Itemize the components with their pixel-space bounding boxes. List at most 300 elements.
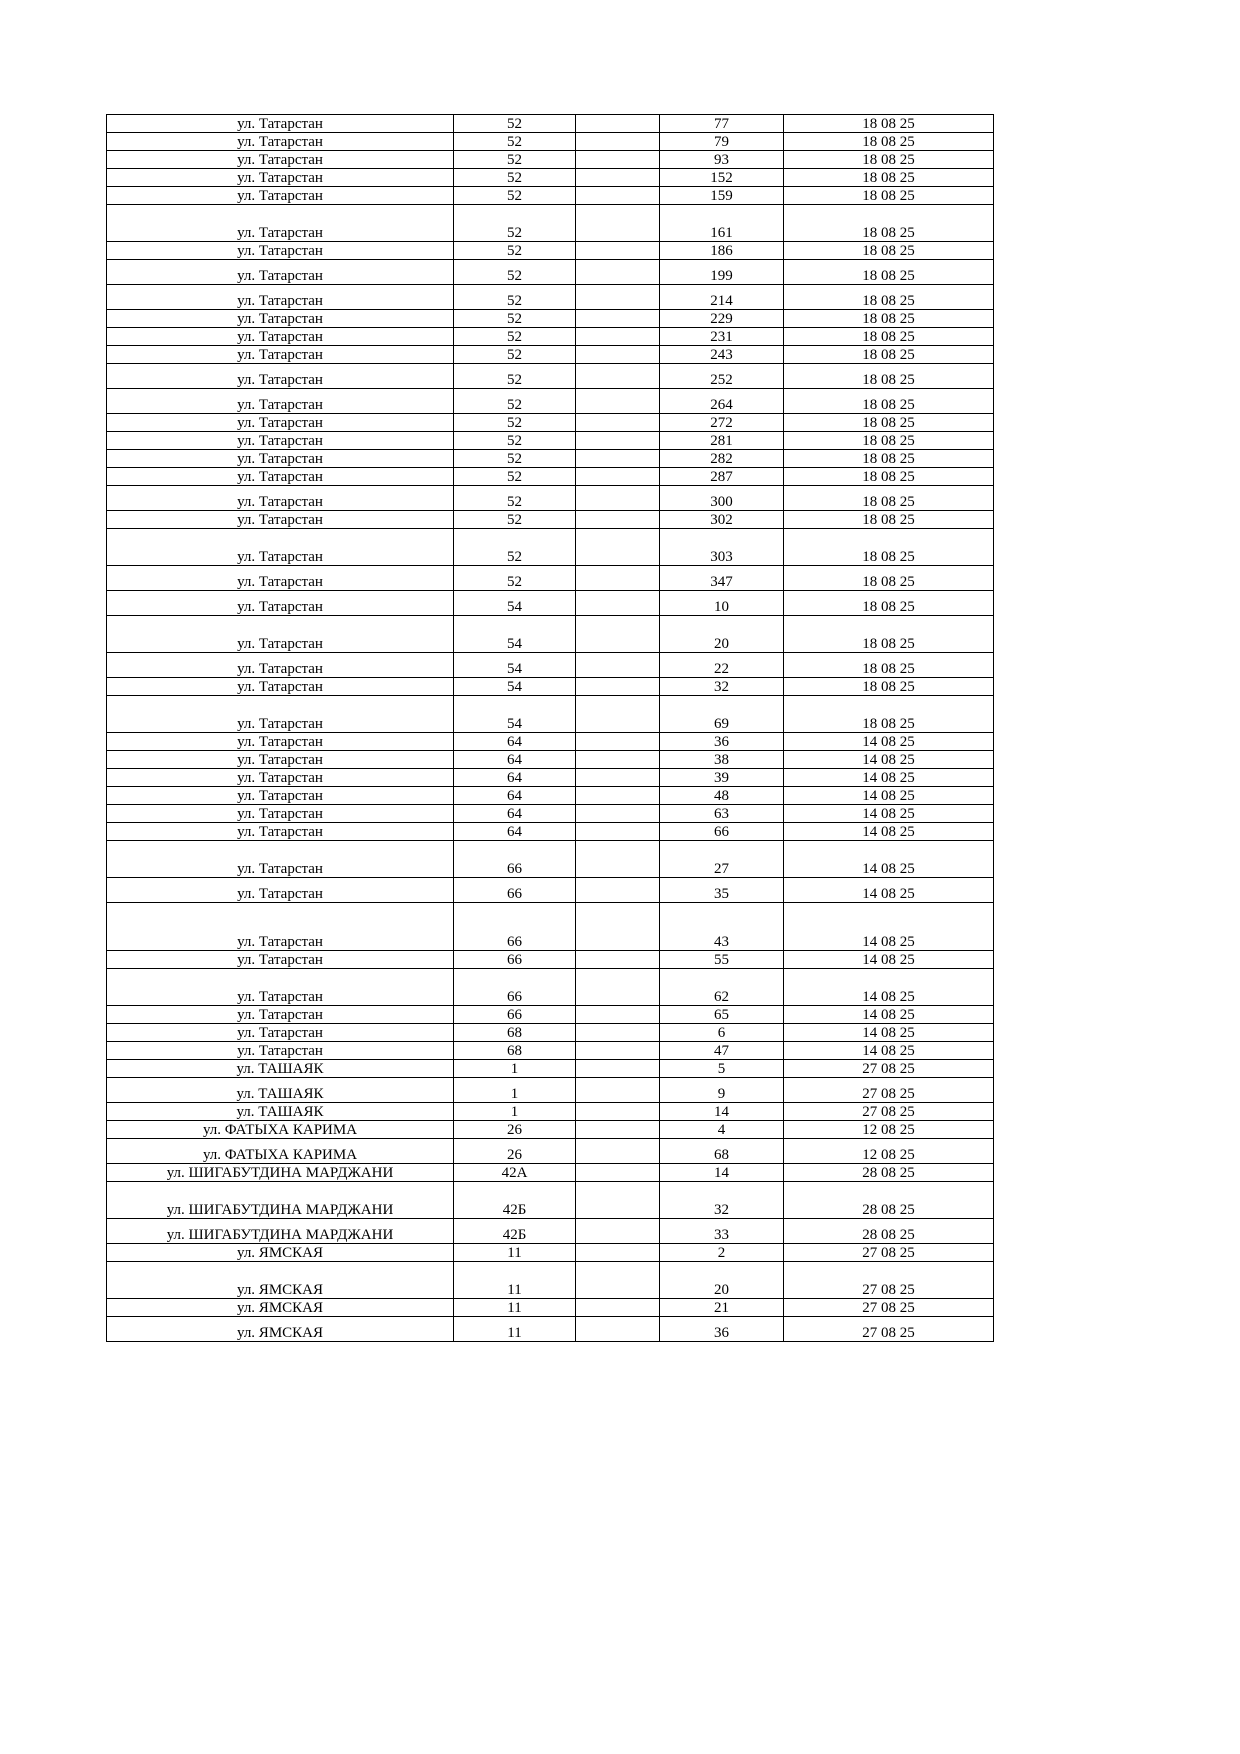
date-cell: 14 08 25: [784, 733, 994, 751]
apartment-number-cell: 20: [660, 1262, 784, 1299]
apartment-number-cell: 14: [660, 1164, 784, 1182]
table-row: [107, 903, 994, 951]
empty-cell: [576, 414, 660, 432]
empty-cell: [576, 1042, 660, 1060]
house-number-cell: 52: [454, 242, 576, 260]
table-row: [107, 733, 994, 751]
table-row: [107, 260, 994, 285]
street-cell: ул. Татарстан: [107, 151, 454, 169]
apartment-number-cell: 287: [660, 468, 784, 486]
street-cell: ул. Татарстан: [107, 1042, 454, 1060]
empty-cell: [576, 1262, 660, 1299]
date-cell: 14 08 25: [784, 769, 994, 787]
apartment-number-cell: 21: [660, 1299, 784, 1317]
date-cell: 18 08 25: [784, 511, 994, 529]
apartment-number-cell: 347: [660, 566, 784, 591]
table-body: [107, 115, 994, 1342]
date-cell: 14 08 25: [784, 751, 994, 769]
street-cell: ул. Татарстан: [107, 364, 454, 389]
house-number-cell: 52: [454, 151, 576, 169]
street-cell: ул. ЯМСКАЯ: [107, 1299, 454, 1317]
table-row: [107, 1262, 994, 1299]
date-cell: 27 08 25: [784, 1317, 994, 1342]
house-number-cell: 52: [454, 389, 576, 414]
empty-cell: [576, 328, 660, 346]
house-number-cell: 64: [454, 787, 576, 805]
empty-cell: [576, 616, 660, 653]
date-cell: 14 08 25: [784, 903, 994, 951]
street-cell: ул. Татарстан: [107, 1006, 454, 1024]
house-number-cell: 52: [454, 346, 576, 364]
apartment-number-cell: 5: [660, 1060, 784, 1078]
house-number-cell: 52: [454, 529, 576, 566]
table-row: [107, 1182, 994, 1219]
apartment-number-cell: 65: [660, 1006, 784, 1024]
table-row: [107, 787, 994, 805]
date-cell: 28 08 25: [784, 1219, 994, 1244]
house-number-cell: 64: [454, 823, 576, 841]
table-row: [107, 1006, 994, 1024]
house-number-cell: 26: [454, 1139, 576, 1164]
apartment-number-cell: 152: [660, 169, 784, 187]
house-number-cell: 52: [454, 468, 576, 486]
street-cell: ул. ТАШАЯК: [107, 1060, 454, 1078]
house-number-cell: 68: [454, 1042, 576, 1060]
street-cell: ул. Татарстан: [107, 823, 454, 841]
apartment-number-cell: 63: [660, 805, 784, 823]
empty-cell: [576, 310, 660, 328]
apartment-number-cell: 161: [660, 205, 784, 242]
table-row: [107, 511, 994, 529]
empty-cell: [576, 346, 660, 364]
empty-cell: [576, 432, 660, 450]
date-cell: 14 08 25: [784, 805, 994, 823]
date-cell: 18 08 25: [784, 346, 994, 364]
table-row: [107, 328, 994, 346]
date-cell: 14 08 25: [784, 787, 994, 805]
table-row: [107, 805, 994, 823]
street-cell: ул. Татарстан: [107, 328, 454, 346]
date-cell: 12 08 25: [784, 1121, 994, 1139]
table-row: [107, 529, 994, 566]
table-row: [107, 389, 994, 414]
table-row: [107, 1317, 994, 1342]
table-row: [107, 346, 994, 364]
empty-cell: [576, 1299, 660, 1317]
date-cell: 18 08 25: [784, 486, 994, 511]
date-cell: 14 08 25: [784, 841, 994, 878]
empty-cell: [576, 566, 660, 591]
house-number-cell: 1: [454, 1078, 576, 1103]
empty-cell: [576, 696, 660, 733]
house-number-cell: 64: [454, 751, 576, 769]
empty-cell: [576, 364, 660, 389]
street-cell: ул. Татарстан: [107, 468, 454, 486]
table-row: [107, 1164, 994, 1182]
apartment-number-cell: 302: [660, 511, 784, 529]
table-row: [107, 115, 994, 133]
date-cell: 27 08 25: [784, 1262, 994, 1299]
apartment-number-cell: 32: [660, 1182, 784, 1219]
empty-cell: [576, 115, 660, 133]
empty-cell: [576, 285, 660, 310]
date-cell: 18 08 25: [784, 566, 994, 591]
street-cell: ул. ШИГАБУТДИНА МАРДЖАНИ: [107, 1164, 454, 1182]
house-number-cell: 52: [454, 115, 576, 133]
address-table: [106, 114, 994, 1342]
date-cell: 18 08 25: [784, 364, 994, 389]
apartment-number-cell: 6: [660, 1024, 784, 1042]
date-cell: 18 08 25: [784, 468, 994, 486]
date-cell: 27 08 25: [784, 1299, 994, 1317]
house-number-cell: 11: [454, 1299, 576, 1317]
street-cell: ул. Татарстан: [107, 1024, 454, 1042]
apartment-number-cell: 27: [660, 841, 784, 878]
empty-cell: [576, 1244, 660, 1262]
table-row: [107, 1244, 994, 1262]
apartment-number-cell: 66: [660, 823, 784, 841]
house-number-cell: 42Б: [454, 1219, 576, 1244]
apartment-number-cell: 214: [660, 285, 784, 310]
table-row: [107, 1139, 994, 1164]
table-row: [107, 841, 994, 878]
empty-cell: [576, 242, 660, 260]
date-cell: 14 08 25: [784, 823, 994, 841]
apartment-number-cell: 33: [660, 1219, 784, 1244]
empty-cell: [576, 903, 660, 951]
house-number-cell: 11: [454, 1244, 576, 1262]
date-cell: 18 08 25: [784, 678, 994, 696]
apartment-number-cell: 93: [660, 151, 784, 169]
apartment-number-cell: 281: [660, 432, 784, 450]
table-row: [107, 1060, 994, 1078]
date-cell: 18 08 25: [784, 169, 994, 187]
street-cell: ул. ТАШАЯК: [107, 1103, 454, 1121]
house-number-cell: 1: [454, 1103, 576, 1121]
table-row: [107, 878, 994, 903]
street-cell: ул. Татарстан: [107, 787, 454, 805]
house-number-cell: 11: [454, 1262, 576, 1299]
street-cell: ул. Татарстан: [107, 115, 454, 133]
table-row: [107, 751, 994, 769]
date-cell: 18 08 25: [784, 529, 994, 566]
house-number-cell: 52: [454, 285, 576, 310]
apartment-number-cell: 10: [660, 591, 784, 616]
date-cell: 18 08 25: [784, 432, 994, 450]
apartment-number-cell: 9: [660, 1078, 784, 1103]
house-number-cell: 64: [454, 805, 576, 823]
table-row: [107, 591, 994, 616]
table-row: [107, 1078, 994, 1103]
date-cell: 14 08 25: [784, 1024, 994, 1042]
empty-cell: [576, 769, 660, 787]
empty-cell: [576, 1060, 660, 1078]
date-cell: 27 08 25: [784, 1103, 994, 1121]
house-number-cell: 26: [454, 1121, 576, 1139]
apartment-number-cell: 264: [660, 389, 784, 414]
date-cell: 18 08 25: [784, 151, 994, 169]
apartment-number-cell: 303: [660, 529, 784, 566]
date-cell: 18 08 25: [784, 310, 994, 328]
house-number-cell: 52: [454, 414, 576, 432]
empty-cell: [576, 751, 660, 769]
house-number-cell: 64: [454, 733, 576, 751]
date-cell: 14 08 25: [784, 1042, 994, 1060]
table-row: [107, 616, 994, 653]
street-cell: ул. Татарстан: [107, 169, 454, 187]
empty-cell: [576, 733, 660, 751]
house-number-cell: 66: [454, 951, 576, 969]
empty-cell: [576, 653, 660, 678]
street-cell: ул. Татарстан: [107, 678, 454, 696]
house-number-cell: 66: [454, 841, 576, 878]
house-number-cell: 66: [454, 903, 576, 951]
table-row: [107, 1299, 994, 1317]
table-row: [107, 486, 994, 511]
table-row: [107, 769, 994, 787]
date-cell: 18 08 25: [784, 653, 994, 678]
house-number-cell: 42А: [454, 1164, 576, 1182]
date-cell: 18 08 25: [784, 414, 994, 432]
empty-cell: [576, 951, 660, 969]
apartment-number-cell: 38: [660, 751, 784, 769]
empty-cell: [576, 1121, 660, 1139]
empty-cell: [576, 678, 660, 696]
apartment-number-cell: 14: [660, 1103, 784, 1121]
street-cell: ул. Татарстан: [107, 450, 454, 468]
house-number-cell: 54: [454, 616, 576, 653]
street-cell: ул. ФАТЫХА КАРИМА: [107, 1121, 454, 1139]
house-number-cell: 52: [454, 260, 576, 285]
house-number-cell: 1: [454, 1060, 576, 1078]
apartment-number-cell: 4: [660, 1121, 784, 1139]
table-row: [107, 187, 994, 205]
date-cell: 14 08 25: [784, 1006, 994, 1024]
house-number-cell: 52: [454, 205, 576, 242]
table-row: [107, 169, 994, 187]
street-cell: ул. ЯМСКАЯ: [107, 1317, 454, 1342]
street-cell: ул. Татарстан: [107, 511, 454, 529]
date-cell: 18 08 25: [784, 450, 994, 468]
empty-cell: [576, 205, 660, 242]
table-row: [107, 653, 994, 678]
street-cell: ул. Татарстан: [107, 566, 454, 591]
apartment-number-cell: 199: [660, 260, 784, 285]
empty-cell: [576, 878, 660, 903]
house-number-cell: 66: [454, 969, 576, 1006]
table-row: [107, 205, 994, 242]
street-cell: ул. ЯМСКАЯ: [107, 1244, 454, 1262]
street-cell: ул. Татарстан: [107, 133, 454, 151]
street-cell: ул. ШИГАБУТДИНА МАРДЖАНИ: [107, 1219, 454, 1244]
empty-cell: [576, 591, 660, 616]
street-cell: ул. Татарстан: [107, 187, 454, 205]
table-row: [107, 364, 994, 389]
empty-cell: [576, 450, 660, 468]
date-cell: 27 08 25: [784, 1078, 994, 1103]
apartment-number-cell: 229: [660, 310, 784, 328]
date-cell: 18 08 25: [784, 260, 994, 285]
date-cell: 14 08 25: [784, 951, 994, 969]
house-number-cell: 54: [454, 653, 576, 678]
street-cell: ул. Татарстан: [107, 903, 454, 951]
street-cell: ул. Татарстан: [107, 969, 454, 1006]
house-number-cell: 52: [454, 310, 576, 328]
apartment-number-cell: 43: [660, 903, 784, 951]
empty-cell: [576, 969, 660, 1006]
apartment-number-cell: 32: [660, 678, 784, 696]
street-cell: ул. Татарстан: [107, 285, 454, 310]
date-cell: 18 08 25: [784, 591, 994, 616]
street-cell: ул. Татарстан: [107, 242, 454, 260]
table-row: [107, 414, 994, 432]
apartment-number-cell: 55: [660, 951, 784, 969]
date-cell: 28 08 25: [784, 1182, 994, 1219]
apartment-number-cell: 79: [660, 133, 784, 151]
house-number-cell: 52: [454, 364, 576, 389]
table-row: [107, 450, 994, 468]
house-number-cell: 52: [454, 187, 576, 205]
table-row: [107, 310, 994, 328]
table-row: [107, 969, 994, 1006]
empty-cell: [576, 169, 660, 187]
house-number-cell: 52: [454, 432, 576, 450]
empty-cell: [576, 1317, 660, 1342]
street-cell: ул. Татарстан: [107, 841, 454, 878]
house-number-cell: 52: [454, 566, 576, 591]
date-cell: 18 08 25: [784, 242, 994, 260]
street-cell: ул. Татарстан: [107, 751, 454, 769]
date-cell: 18 08 25: [784, 187, 994, 205]
street-cell: ул. ЯМСКАЯ: [107, 1262, 454, 1299]
empty-cell: [576, 187, 660, 205]
street-cell: ул. Татарстан: [107, 205, 454, 242]
apartment-number-cell: 20: [660, 616, 784, 653]
street-cell: ул. Татарстан: [107, 805, 454, 823]
empty-cell: [576, 1024, 660, 1042]
date-cell: 27 08 25: [784, 1244, 994, 1262]
table-row: [107, 1042, 994, 1060]
table-row: [107, 678, 994, 696]
empty-cell: [576, 841, 660, 878]
empty-cell: [576, 787, 660, 805]
table-row: [107, 1121, 994, 1139]
apartment-number-cell: 272: [660, 414, 784, 432]
street-cell: ул. Татарстан: [107, 733, 454, 751]
street-cell: ул. Татарстан: [107, 591, 454, 616]
empty-cell: [576, 389, 660, 414]
house-number-cell: 54: [454, 591, 576, 616]
apartment-number-cell: 48: [660, 787, 784, 805]
table-row: [107, 468, 994, 486]
empty-cell: [576, 1219, 660, 1244]
house-number-cell: 11: [454, 1317, 576, 1342]
empty-cell: [576, 1182, 660, 1219]
apartment-number-cell: 35: [660, 878, 784, 903]
empty-cell: [576, 1139, 660, 1164]
date-cell: 18 08 25: [784, 115, 994, 133]
table-row: [107, 432, 994, 450]
street-cell: ул. Татарстан: [107, 389, 454, 414]
house-number-cell: 42Б: [454, 1182, 576, 1219]
table-row: [107, 1024, 994, 1042]
empty-cell: [576, 486, 660, 511]
empty-cell: [576, 1078, 660, 1103]
apartment-number-cell: 186: [660, 242, 784, 260]
empty-cell: [576, 468, 660, 486]
street-cell: ул. Татарстан: [107, 414, 454, 432]
house-number-cell: 66: [454, 878, 576, 903]
house-number-cell: 54: [454, 696, 576, 733]
apartment-number-cell: 159: [660, 187, 784, 205]
house-number-cell: 64: [454, 769, 576, 787]
street-cell: ул. Татарстан: [107, 769, 454, 787]
house-number-cell: 52: [454, 450, 576, 468]
table-row: [107, 285, 994, 310]
table-row: [107, 133, 994, 151]
empty-cell: [576, 511, 660, 529]
empty-cell: [576, 1103, 660, 1121]
date-cell: 18 08 25: [784, 616, 994, 653]
date-cell: 14 08 25: [784, 878, 994, 903]
house-number-cell: 52: [454, 169, 576, 187]
date-cell: 14 08 25: [784, 969, 994, 1006]
apartment-number-cell: 36: [660, 1317, 784, 1342]
table-row: [107, 151, 994, 169]
street-cell: ул. Татарстан: [107, 616, 454, 653]
date-cell: 28 08 25: [784, 1164, 994, 1182]
table-row: [107, 1103, 994, 1121]
table-row: [107, 951, 994, 969]
table-row: [107, 1219, 994, 1244]
house-number-cell: 66: [454, 1006, 576, 1024]
street-cell: ул. Татарстан: [107, 260, 454, 285]
date-cell: 18 08 25: [784, 328, 994, 346]
street-cell: ул. Татарстан: [107, 432, 454, 450]
house-number-cell: 52: [454, 511, 576, 529]
empty-cell: [576, 805, 660, 823]
house-number-cell: 52: [454, 328, 576, 346]
street-cell: ул. Татарстан: [107, 529, 454, 566]
house-number-cell: 52: [454, 486, 576, 511]
apartment-number-cell: 300: [660, 486, 784, 511]
street-cell: ул. Татарстан: [107, 878, 454, 903]
apartment-number-cell: 77: [660, 115, 784, 133]
apartment-number-cell: 243: [660, 346, 784, 364]
street-cell: ул. Татарстан: [107, 346, 454, 364]
empty-cell: [576, 133, 660, 151]
street-cell: ул. ШИГАБУТДИНА МАРДЖАНИ: [107, 1182, 454, 1219]
street-cell: ул. Татарстан: [107, 310, 454, 328]
table-row: [107, 242, 994, 260]
apartment-number-cell: 22: [660, 653, 784, 678]
street-cell: ул. Татарстан: [107, 951, 454, 969]
date-cell: 18 08 25: [784, 389, 994, 414]
street-cell: ул. ТАШАЯК: [107, 1078, 454, 1103]
date-cell: 18 08 25: [784, 285, 994, 310]
house-number-cell: 52: [454, 133, 576, 151]
empty-cell: [576, 1006, 660, 1024]
empty-cell: [576, 260, 660, 285]
apartment-number-cell: 68: [660, 1139, 784, 1164]
street-cell: ул. ФАТЫХА КАРИМА: [107, 1139, 454, 1164]
date-cell: 18 08 25: [784, 133, 994, 151]
date-cell: 18 08 25: [784, 205, 994, 242]
street-cell: ул. Татарстан: [107, 653, 454, 678]
house-number-cell: 68: [454, 1024, 576, 1042]
street-cell: ул. Татарстан: [107, 486, 454, 511]
house-number-cell: 54: [454, 678, 576, 696]
